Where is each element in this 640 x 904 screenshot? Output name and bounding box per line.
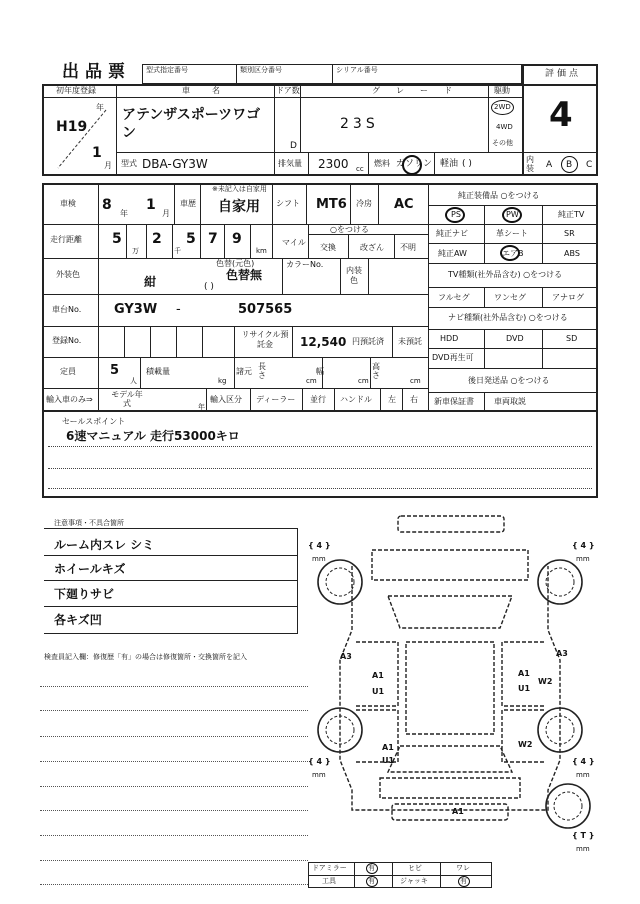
mileage-unknown: 不明 xyxy=(400,243,416,252)
tv-analog: アナログ xyxy=(552,293,584,302)
footer-door-mirror-circle xyxy=(366,863,378,874)
later-warranty: 新車保証書 xyxy=(434,397,474,406)
capacity-unit: 人 xyxy=(130,377,137,385)
equip-genuine-navi: 純正ナビ xyxy=(436,229,468,238)
fuel-diesel: 軽油 xyxy=(440,159,459,169)
doors-unit: D xyxy=(290,141,297,151)
interior-b-circle xyxy=(561,156,578,173)
load-unit: kg xyxy=(218,377,227,385)
tire-spare-unit: mm xyxy=(576,845,590,853)
width-label: 幅 xyxy=(316,367,324,376)
category-label: 類別区分番号 xyxy=(240,66,282,74)
footer-door-mirror-mark: 有 xyxy=(368,864,375,872)
note-item-4: 各キズ凹 xyxy=(54,613,102,627)
import-class-label: 輸入区分 xyxy=(210,395,242,404)
later-manual: 車両取説 xyxy=(494,397,526,406)
mileage-modified: 改ざん xyxy=(360,243,384,252)
tire-front-right: { 4 } xyxy=(572,541,595,550)
doors-label: ドア数 xyxy=(276,86,300,95)
import-label: 輸入車のみ⇒ xyxy=(46,395,93,404)
tv-title: TV種類(社外品含む) ○をつける xyxy=(448,270,563,279)
damage-a3-left: A3 xyxy=(340,652,352,661)
footer-ware: ワレ xyxy=(456,864,470,872)
mileage-digit-3: 5 xyxy=(186,231,196,247)
color-paren: ( ) xyxy=(204,282,214,292)
recycle-deposited: 円預託済 xyxy=(352,337,384,346)
score-label: 評価点 xyxy=(545,69,582,79)
tire-rear-left: { 4 } xyxy=(308,757,331,766)
mileage-digit-5: 9 xyxy=(232,231,242,247)
length-label: 長さ xyxy=(258,362,266,380)
color-change-label: 色替(元色) xyxy=(216,259,255,268)
displacement-value: 2300 xyxy=(318,157,349,171)
capacity-value: 5 xyxy=(110,363,120,378)
height-unit: cm xyxy=(410,377,421,385)
genuine-title: 純正装備品 ○をつける xyxy=(458,191,540,200)
equip-ps: PS xyxy=(451,210,461,219)
tire-rear-right-unit: mm xyxy=(576,771,590,779)
chassis-model: GY3W xyxy=(114,302,158,317)
drive-other: その他 xyxy=(492,139,513,147)
mileage-sen-unit: 千 xyxy=(174,247,181,255)
serial-label: シリアル番号 xyxy=(336,66,378,74)
mileage-exchange: 交換 xyxy=(320,243,336,252)
handle-label: ハンドル xyxy=(340,395,372,404)
inspection-month-unit: 月 xyxy=(162,209,170,218)
mileage-digit-4: 7 xyxy=(208,231,218,247)
drive-2wd: 2WD xyxy=(494,103,511,111)
drive-label: 駆動 xyxy=(494,86,510,95)
interior-c: C xyxy=(586,160,593,170)
damage-u1-center: U1 xyxy=(382,756,395,765)
interior-color-label: 内装色 xyxy=(346,266,362,285)
chassis-dash: - xyxy=(176,302,181,317)
color-change-value: 色替無 xyxy=(226,268,263,282)
footer-hibi: ヒビ xyxy=(408,864,422,872)
reg-no-label: 登録No. xyxy=(52,336,82,345)
interior-b: B xyxy=(566,160,573,170)
import-dealer: ディーラー xyxy=(256,395,296,404)
tire-front-left: { 4 } xyxy=(308,541,331,550)
form-title: 出品票 xyxy=(62,62,131,82)
damage-u1-left: U1 xyxy=(372,687,385,696)
color-no-label: カラーNo. xyxy=(286,260,324,269)
fuel-gasoline: ガソリン xyxy=(396,159,433,169)
equip-leather-seat: 革シート xyxy=(496,229,528,238)
vehicle-name-value: アテンザスポーツワゴン xyxy=(122,107,261,141)
first-reg-slash xyxy=(52,104,110,172)
equip-sr: SR xyxy=(564,229,575,238)
grade-value: 23S xyxy=(340,116,379,132)
drive-2wd-circle xyxy=(491,100,514,115)
later-title: 後日発送品 ○をつける xyxy=(468,376,550,385)
model-label: 型式 xyxy=(121,159,137,168)
interior-a: A xyxy=(546,160,553,170)
recycle-label: リサイクル預託金 xyxy=(241,330,289,349)
tire-rear-left-unit: mm xyxy=(312,771,326,779)
grade-label: グレード xyxy=(372,86,468,95)
drive-4wd: 4WD xyxy=(496,123,513,131)
fuel-paren: ( ) xyxy=(462,159,472,169)
color-value: 紺 xyxy=(144,275,157,289)
displacement-label: 排気量 xyxy=(278,159,302,168)
navi-sd: SD xyxy=(566,334,578,343)
footer-door-mirror: ドアミラー xyxy=(312,864,347,872)
shift-value: MT6 xyxy=(316,197,347,212)
mileage-digit-1: 5 xyxy=(112,231,122,247)
vehicle-name-label: 車名 xyxy=(182,86,242,95)
damage-a3-right: A3 xyxy=(556,649,568,658)
first-reg-era: H19 xyxy=(56,119,88,135)
first-reg-month-unit: 月 xyxy=(104,161,112,170)
inspection-year-unit: 年 xyxy=(120,209,128,218)
import-parallel: 並行 xyxy=(310,395,326,404)
length-unit: cm xyxy=(306,377,317,385)
chassis-number: 507565 xyxy=(238,302,293,317)
handle-right: 右 xyxy=(410,395,418,404)
note-item-1: ルーム内スレ シミ xyxy=(54,538,155,552)
footer-tools-mark: 有 xyxy=(368,877,375,885)
notes-label: 注意事項・不具合箇所 xyxy=(54,519,124,527)
color-label: 外装色 xyxy=(56,270,80,279)
handle-left: 左 xyxy=(388,395,396,404)
note-item-2: ホイールキズ xyxy=(54,562,126,576)
tv-oneseg: ワンセグ xyxy=(494,293,526,302)
footer-jack-mark: 有 xyxy=(460,877,467,885)
equip-ps-circle xyxy=(445,207,465,223)
tv-fullseg: フルセグ xyxy=(438,293,470,302)
mileage-man-unit: 万 xyxy=(132,247,139,255)
inspection-year: 8 xyxy=(102,197,112,213)
navi-dvd: DVD xyxy=(506,334,524,343)
equip-airbag-circle xyxy=(500,245,520,261)
navi-title: ナビ種類(社外品含む) ○をつける xyxy=(448,313,568,322)
interior-label: 内装 xyxy=(526,155,534,173)
equip-pw: PW xyxy=(506,210,519,219)
recycle-value: 12,540 xyxy=(300,335,347,349)
sales-point-label: セールスポイント xyxy=(62,417,126,426)
inspector-label: 検査員記入欄：修復歴「有」の場合は修復箇所・交換箇所を記入 xyxy=(44,653,247,661)
footer-jack: ジャッキ xyxy=(400,877,428,885)
tire-front-left-unit: mm xyxy=(312,555,326,563)
model-year-unit: 年 xyxy=(198,403,205,411)
footer-tools-circle xyxy=(366,876,378,887)
shift-label: シフト xyxy=(276,199,300,208)
fuel-label: 燃料 xyxy=(374,159,390,168)
damage-w2-right-mid: W2 xyxy=(538,677,553,686)
sales-point-text: 6速マニュアル 走行53000キロ xyxy=(66,429,240,443)
history-value: 自家用 xyxy=(218,199,260,215)
damage-w2-right-low: W2 xyxy=(518,740,533,749)
mileage-circle-note: ○をつける xyxy=(330,225,369,234)
damage-u1-right: U1 xyxy=(518,684,531,693)
displacement-unit: cc xyxy=(356,165,364,173)
tire-spare: { T } xyxy=(572,831,595,840)
damage-a1-left: A1 xyxy=(372,671,384,680)
load-label: 積載量 xyxy=(146,367,170,376)
equip-genuine-aw: 純正AW xyxy=(438,249,467,258)
inspection-month: 1 xyxy=(146,197,156,213)
model-year-label: モデル年式 xyxy=(111,390,143,408)
width-unit: cm xyxy=(358,377,369,385)
ac-label: 冷房 xyxy=(356,199,372,208)
sales-point-box xyxy=(42,412,598,498)
damage-a1-bottom: A1 xyxy=(452,807,464,816)
navi-dvd-play: DVD再生可 xyxy=(432,353,474,362)
navi-hdd: HDD xyxy=(440,334,459,343)
capacity-label: 定員 xyxy=(60,367,76,376)
damage-a1-center: A1 xyxy=(382,743,394,752)
fuel-circle xyxy=(402,155,422,175)
first-reg-month: 1 xyxy=(92,145,102,161)
mile-label: マイル xyxy=(282,238,306,247)
note-item-3: 下廻りサビ xyxy=(54,587,115,601)
first-reg-year-unit: 年 xyxy=(96,103,104,112)
tire-rear-right: { 4 } xyxy=(572,757,595,766)
score-value: 4 xyxy=(549,95,573,135)
equip-pw-circle xyxy=(502,207,522,223)
mileage-label: 走行距離 xyxy=(50,235,82,244)
recycle-not: 未預託 xyxy=(398,337,422,346)
equip-abs: ABS xyxy=(564,249,580,258)
mileage-digit-2: 2 xyxy=(152,231,162,247)
chassis-label: 車台No. xyxy=(52,305,82,314)
model-value: DBA-GY3W xyxy=(142,157,208,171)
tire-front-right-unit: mm xyxy=(576,555,590,563)
model-cert-label: 型式指定番号 xyxy=(146,66,188,74)
footer-tools: 工具 xyxy=(322,877,336,885)
footer-jack-circle xyxy=(458,876,470,887)
equip-genuine-tv: 純正TV xyxy=(558,210,585,219)
first-reg-label: 初年度登録 xyxy=(56,86,96,95)
mileage-km-unit: km xyxy=(256,247,267,255)
car-diagram xyxy=(300,510,600,870)
dims-label: 諸元 xyxy=(236,367,252,376)
height-label: 高さ xyxy=(372,362,380,380)
history-note: ※未記入は自家用 xyxy=(212,185,267,193)
ac-value: AC xyxy=(394,197,414,212)
damage-a1-right: A1 xyxy=(518,669,530,678)
equip-airbag: エアB xyxy=(502,249,524,258)
inspection-label: 車検 xyxy=(60,199,76,208)
history-label: 車歴 xyxy=(180,199,196,208)
